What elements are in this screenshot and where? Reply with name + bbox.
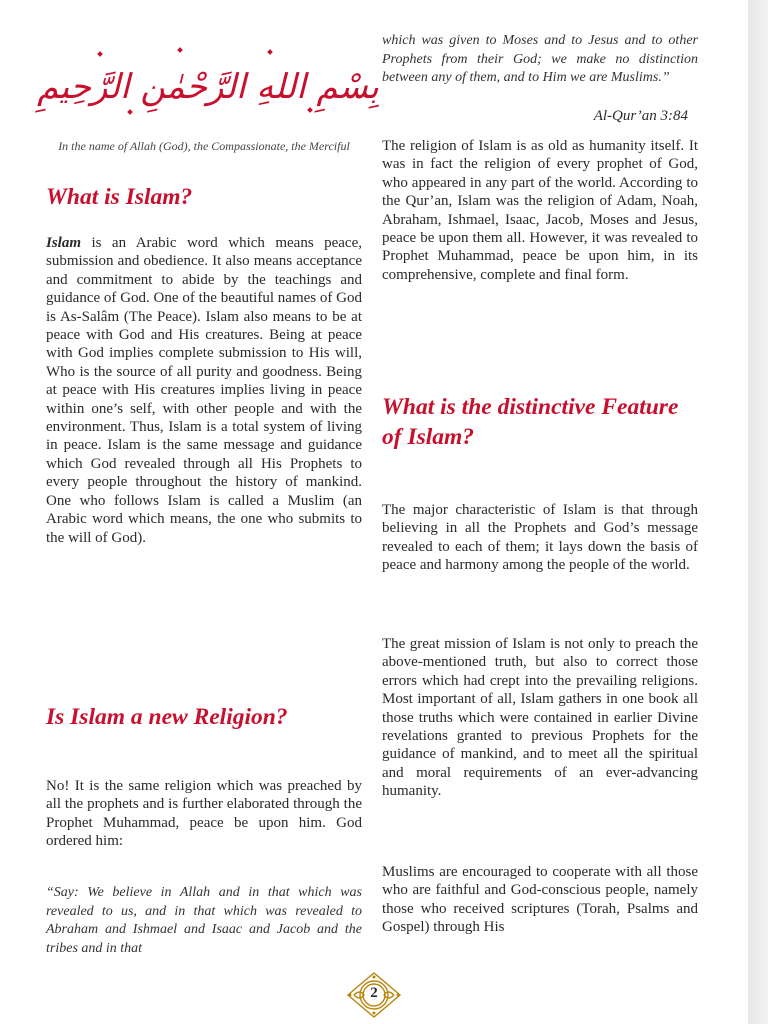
quran-quote-part1: “Say: We believe in Allah and in that which was revealed to us, and in that which was revealed to Abraham and Ishmael and Isaac and Jacob and the tribes and in that [46, 885, 362, 956]
heading-what-is-islam: What is Islam? [46, 184, 193, 210]
what-is-islam-paragraph [46, 234, 362, 547]
religion-age-paragraph: The religion of Islam is as old as humanity itself. It was in fact the religion of every prophet of God, who appeared in any part of the world. According to the Qur’an, Islam was the religion of Adam, Noah, Abraham, Ishmael, Isaac, Jacob, Moses and Jesus, peace be upon them all. However, it was revealed to Prophet Muhammad, peace be upon him, in its comprehensive, complete and final form. [382, 138, 698, 283]
distinctive-paragraph-3: Muslims are encouraged to cooperate with all those who are faithful and God-conscious people, namely those who received scriptures (Torah, Psalms and Gospel) through His [382, 864, 698, 936]
page-edge [748, 0, 768, 1024]
heading-is-islam-new: Is Islam a new Religion? [46, 704, 288, 730]
term-islam: Islam [46, 235, 82, 251]
basmala-caption: In the name of Allah (God), the Compassionate, the Merciful [58, 139, 350, 153]
quran-quote-part2: which was given to Moses and to Jesus and to other Prophets from their God; we make no distinction between any of them, and to Him we are Muslims.” [382, 33, 698, 86]
page-number: 2 [370, 985, 378, 1001]
page-number-ornament [346, 971, 402, 1019]
new-religion-paragraph: No! It is the same religion which was preached by all the prophets and is further elaborated through the Prophet Muhammad, peace be upon him. God ordered him: [46, 778, 362, 850]
quote-reference: Al-Qur’an 3:84 [593, 108, 688, 124]
basmala-calligraphy [37, 42, 379, 120]
distinctive-paragraph-2: The great mission of Islam is not only to preach the above-mentioned truth, but also to correct those errors which had crept into the prevailing religions. Most important of all, Islam gathers in one book all those truths which were contained in earlier Divine revelations granted to previous Prophets for the guidance of mankind, and to meet all the spiritual and moral requirements of an ever-advancing humanity. [382, 636, 698, 800]
basmala-calligraphy-text: بِسْمِ اللهِ الرَّحْمٰنِ الرَّحِيمِ [37, 67, 379, 107]
what-is-islam-body: is an Arabic word which means peace, submission and obedience. It also means acceptance and commitment to abide by the teachings and guidance of God. One of the beautiful names of God is As-Salâm (The Peace). Islam also means to be at peace with God and His creatures. Being at peace with God implies complete submission to His will, Who is the source of all purity and goodness. Being at peace with His creatures implies living in peace within one’s self, with other people and with the environment. Thus, Islam is a total system of living in peace. Islam is the same message and guidance which God revealed through all His Prophets to every people throughout the history of mankind. One who follows Islam is called a Muslim (an Arabic word which means, the one who submits to the will of God). [46, 235, 362, 546]
distinctive-paragraph-1: The major characteristic of Islam is that through believing in all the Prophets and God’s message revealed to each of them; it lays down the basis of peace and harmony among the people of the world. [382, 502, 698, 574]
heading-distinctive-feature: What is the distinctive Feature of Islam? [382, 394, 679, 450]
